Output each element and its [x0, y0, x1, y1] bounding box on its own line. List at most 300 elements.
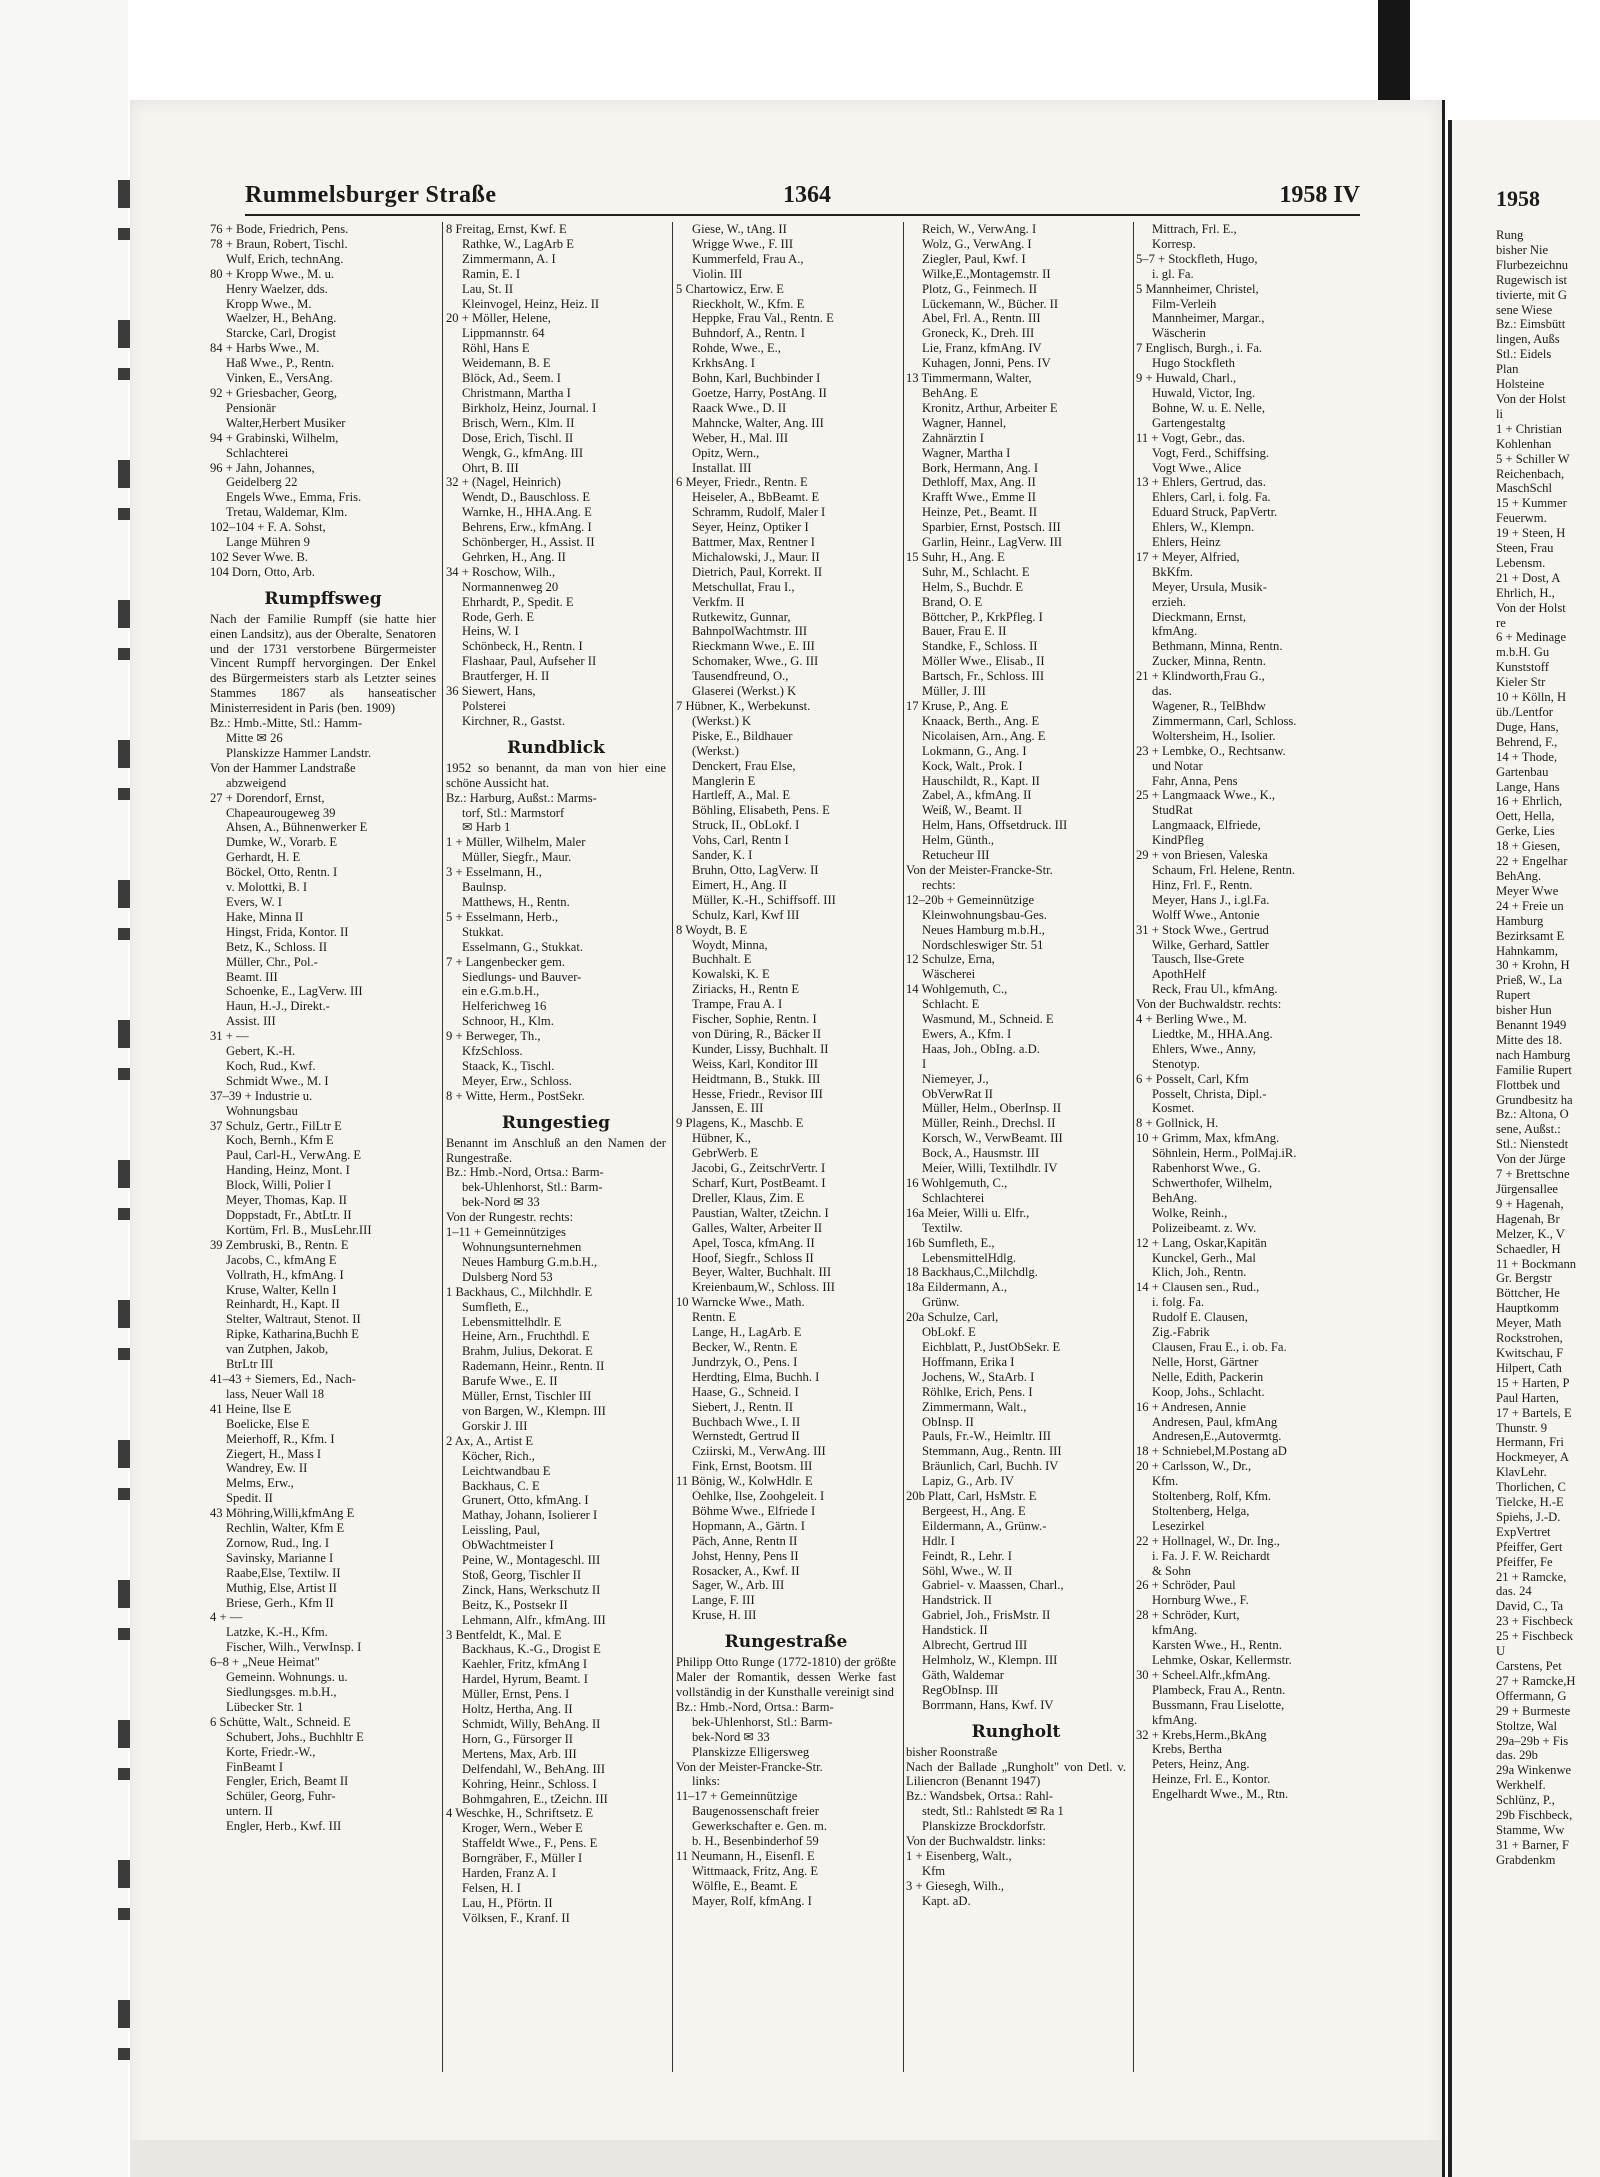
- directory-entry-continued: Becker, W., Rentn. E: [692, 1339, 798, 1354]
- directory-entry-continued: Böckel, Otto, Rentn. I: [226, 865, 338, 880]
- next-page-line: Rockstrohen,: [1496, 1331, 1563, 1346]
- directory-entry-continued: Meier, Willi, Textilhdlr. IV: [922, 1161, 1058, 1176]
- next-page-line: Schaedler, H: [1496, 1241, 1561, 1256]
- directory-entry: 5 + Esselmann, Herb.,: [446, 909, 559, 924]
- directory-entry-continued: Korresp.: [1152, 236, 1196, 251]
- next-page-line: Grundbesitz ha: [1496, 1092, 1573, 1107]
- directory-entry-continued: Scharf, Kurt, PostBeamt. I: [692, 1176, 826, 1190]
- directory-entry-continued: Zimmermann, Walt.,: [922, 1399, 1027, 1414]
- next-page-line: Lebensm.: [1496, 555, 1546, 570]
- directory-entry: 43 Möhring,Willi,kfmAng E: [210, 1506, 355, 1521]
- next-page-line: 6 + Medinage: [1496, 630, 1567, 645]
- directory-entry-continued: Baulnsp.: [462, 880, 507, 895]
- directory-entry: 8 Woydt, B. E: [676, 922, 748, 937]
- directory-entry: 10 Warncke Wwe., Math.: [676, 1295, 805, 1310]
- directory-entry-continued: Heins, W. I: [462, 624, 519, 639]
- directory-entry-continued: Grunert, Otto, kfmAng. I: [462, 1493, 589, 1508]
- directory-entry-continued: bek-Uhlenhorst, Stl.: Barm-: [462, 1180, 603, 1195]
- directory-entry-continued: Manglerin E: [692, 773, 756, 788]
- next-page-line: 24 + Freie un: [1496, 898, 1564, 913]
- directory-entry-continued: Ziegler, Paul, Kwf. I: [922, 251, 1026, 266]
- directory-entry-continued: BkKfm.: [1152, 564, 1193, 579]
- page-header: [245, 182, 1360, 216]
- directory-entry-continued: Lückemann, W., Bücher. II: [922, 296, 1059, 311]
- directory-entry-continued: Mayer, Rolf, kfmAng. I: [692, 1893, 812, 1908]
- directory-entry-continued: Söhl, Wwe., W. II: [922, 1563, 1013, 1578]
- directory-entry-continued: Vogt, Ferd., Schiffsing.: [1152, 445, 1270, 460]
- directory-entry-continued: Stoltenberg, Rolf, Kfm.: [1152, 1489, 1272, 1504]
- directory-entry-continued: Brautferger, H. II: [462, 669, 550, 684]
- directory-entry-continued: Bussmann, Frau Liselotte,: [1152, 1697, 1285, 1712]
- next-page-line: Rupert: [1496, 988, 1531, 1003]
- next-page-line: KlavLehr.: [1496, 1465, 1547, 1480]
- directory-entry-continued: Meierhoff, R., Kfm. I: [226, 1431, 335, 1446]
- directory-entry: 92 + Griesbacher, Georg,: [210, 385, 338, 400]
- next-page-line: Schlünz, P.,: [1496, 1793, 1555, 1808]
- directory-entry-continued: Albrecht, Gertrud III: [922, 1638, 1028, 1653]
- directory-entry-continued: Kruse, H. III: [692, 1608, 757, 1623]
- directory-entry-continued: Gorskir J. III: [462, 1418, 528, 1433]
- next-page-line: Hockmeyer, A: [1496, 1450, 1569, 1465]
- next-page-line: 31 + Barner, F: [1496, 1837, 1570, 1852]
- directory-entry-continued: Ewers, A., Kfm. I: [922, 1026, 1012, 1041]
- next-page-line: 27 + Ramcke,H: [1496, 1673, 1576, 1688]
- next-page-line: Lange, Hans: [1496, 779, 1560, 794]
- next-page-line: bisher Hun: [1496, 1003, 1552, 1018]
- next-page-line: 7 + Brettschne: [1496, 1167, 1570, 1182]
- directory-entry: 23 + Lembke, O., Rechtsanw.: [1136, 743, 1286, 758]
- directory-entry-continued: Zimmermann, A. I: [462, 251, 556, 266]
- next-page-line: 21 + Dost, A: [1496, 570, 1561, 585]
- directory-entry: 9 Plagens, K., Maschb. E: [676, 1116, 804, 1131]
- directory-entry-continued: BehAng. E: [922, 385, 978, 400]
- directory-entry-continued: BtrLtr III: [226, 1357, 274, 1372]
- directory-entry: 12 Schulze, Erna,: [906, 952, 995, 967]
- directory-entry-continued: Wendt, D., Bauschloss. E: [462, 490, 591, 505]
- next-page-line: 19 + Steen, H: [1496, 526, 1566, 541]
- directory-entry: Von der Meister-Francke-Str.: [906, 862, 1053, 877]
- directory-entry-continued: Tausendfreund, O.,: [692, 669, 789, 684]
- directory-entry: 8 + Gollnick, H.: [1136, 1116, 1219, 1131]
- directory-entry-continued: Bräunlich, Carl, Buchh. IV: [922, 1459, 1059, 1474]
- directory-entry-continued: Huwald, Victor, Ing.: [1152, 385, 1256, 400]
- next-page-line: BehAng.: [1496, 868, 1542, 883]
- directory-entry: 5–7 + Stockfleth, Hugo,: [1136, 251, 1258, 266]
- directory-entry-continued: Dreller, Klaus, Zim. E: [692, 1190, 805, 1205]
- directory-entry-continued: Hesse, Friedr., Revisor III: [692, 1086, 823, 1101]
- directory-entry: 30 + Scheel.Alfr.,kfmAng.: [1136, 1667, 1271, 1682]
- directory-entry-continued: Doppstadt, Fr., AbtLtr. II: [226, 1208, 352, 1222]
- directory-entry-continued: Bartsch, Fr., Schloss. III: [922, 669, 1045, 684]
- directory-entry-continued: Lapiz, G., Arb. IV: [922, 1474, 1014, 1489]
- directory-entry-continued: Kroger, Wern., Weber E: [462, 1821, 583, 1836]
- directory-entry-continued: i. folg. Fa.: [1152, 1295, 1205, 1310]
- next-page-lines: [1496, 228, 1600, 1868]
- directory-entry-continued: Eichblatt, P., JustObSekr. E: [922, 1339, 1061, 1354]
- directory-entry-continued: Schönberger, H., Assist. II: [462, 535, 595, 550]
- directory-entry-continued: Wasmund, M., Schneid. E: [922, 1012, 1054, 1027]
- directory-entry-continued: Hugo Stockfleth: [1152, 356, 1235, 371]
- next-page-line: 29 + Burmeste: [1496, 1703, 1571, 1718]
- directory-entry-continued: ObVerwRat II: [922, 1086, 993, 1101]
- directory-entry-continued: Buchhalt. E: [692, 952, 752, 967]
- directory-entry-continued: kfmAng.: [1152, 624, 1198, 639]
- directory-entry-continued: Barufe Wwe., E. II: [462, 1374, 558, 1389]
- directory-entry-continued: Esselmann, G., Stukkat.: [462, 939, 584, 954]
- directory-entry-continued: Spedit. II: [226, 1491, 273, 1506]
- directory-entry-continued: Gemeinn. Wohnungs. u.: [226, 1670, 348, 1685]
- directory-entry-continued: Andresen,E.,Autovermtg.: [1152, 1429, 1282, 1444]
- next-page-line: 29a–29b + Fis: [1496, 1733, 1569, 1748]
- directory-entry-continued: Kowalski, K. E: [692, 967, 770, 982]
- directory-entry-continued: ObLokf. E: [922, 1325, 976, 1340]
- directory-entry-continued: Ohrt, B. III: [462, 460, 519, 475]
- next-page-line: m.b.H. Gu: [1496, 645, 1550, 660]
- directory-entry-continued: Fahr, Anna, Pens: [1152, 773, 1238, 788]
- directory-entry-continued: Paustian, Walter, tZeichn. I: [692, 1205, 829, 1220]
- next-page-line: re: [1496, 615, 1506, 630]
- directory-entry: 7 Hübner, K., Werbekunst.: [676, 699, 811, 713]
- directory-entry: 4 Weschke, H., Schriftsetz. E: [446, 1806, 594, 1821]
- directory-entry-continued: Textilw.: [922, 1220, 963, 1235]
- directory-entry: 18a Eildermann, A.,: [906, 1280, 1008, 1295]
- directory-entry-continued: Ehlers, Carl, i. folg. Fa.: [1152, 490, 1271, 505]
- directory-entry-continued: Kronitz, Arthur, Arbeiter E: [922, 400, 1058, 415]
- directory-entry: 84 + Harbs Wwe., M.: [210, 341, 320, 356]
- directory-entry-continued: Jochens, W., StaArb. I: [922, 1369, 1035, 1384]
- next-page-line: Von der Jürge: [1496, 1152, 1566, 1167]
- directory-entry-continued: Müller, Chr., Pol.-: [226, 954, 318, 969]
- next-page-line: 21 + Ramcke,: [1496, 1569, 1567, 1584]
- directory-entry-continued: Meyer, Ursula, Musik-: [1152, 579, 1267, 594]
- street-description: Nach der Ballade „Rungholt" von Detl. v. Liliencron (Benannt 1947): [906, 1759, 1126, 1789]
- directory-entry-continued: Wagner, Martha I: [922, 445, 1011, 460]
- directory-entry: 14 Wohlgemuth, C.,: [906, 982, 1008, 997]
- column-divider: [903, 222, 904, 2072]
- directory-entry-continued: Heinze, Pet., Beamt. II: [922, 505, 1038, 520]
- directory-entry-continued: Beamt. III: [226, 969, 278, 984]
- directory-entry-continued: Müller, Ernst, Tischler III: [462, 1389, 592, 1404]
- directory-entry-continued: Schlachterei: [226, 445, 289, 460]
- directory-entry: 13 Timmermann, Walter,: [906, 371, 1032, 386]
- directory-entry-continued: Film-Verleih: [1152, 296, 1217, 311]
- directory-entry-continued: Polsterei: [462, 699, 507, 713]
- directory-entry: 34 + Roschow, Wilh.,: [446, 564, 556, 579]
- directory-entry-continued: Lokmann, G., Ang. I: [922, 743, 1027, 758]
- directory-entry-continued: Delfendahl, W., BehAng. III: [462, 1761, 606, 1776]
- directory-entry-continued: Rechlin, Walter, Kfm E: [226, 1521, 345, 1536]
- directory-entry-continued: Andresen, Paul, kfmAng: [1152, 1414, 1278, 1429]
- directory-entry-continued: Hinz, Frl. F., Rentn.: [1152, 877, 1253, 892]
- directory-entry-continued: Engels Wwe., Emma, Fris.: [226, 490, 362, 505]
- next-page-line: Kieler Str: [1496, 675, 1546, 690]
- directory-column-4: [906, 222, 1126, 2082]
- directory-entry-continued: Clausen, Frau E., i. ob. Fa.: [1152, 1339, 1287, 1354]
- directory-entry-continued: Fischer, Sophie, Rentn. I: [692, 1012, 817, 1027]
- directory-entry-continued: Weiss, Karl, Konditor III: [692, 1056, 818, 1071]
- directory-entry-continued: Weber, H., Mal. III: [692, 430, 789, 445]
- column-divider: [672, 222, 673, 2072]
- directory-entry-continued: Normannenweg 20: [462, 579, 559, 594]
- directory-entry-continued: Schnoor, H., Klm.: [462, 1014, 554, 1029]
- directory-entry-continued: Trampe, Frau A. I: [692, 997, 783, 1012]
- directory-entry: 22 + Hollnagel, W., Dr. Ing.,: [1136, 1533, 1280, 1548]
- next-page-line: Stamme, Ww: [1496, 1822, 1565, 1837]
- directory-entry-continued: Evers, W. I: [226, 894, 282, 909]
- directory-entry-continued: Horn, G., Fürsorger II: [462, 1731, 573, 1746]
- next-page-line: Rung: [1496, 228, 1524, 242]
- directory-entry-continued: Möller Wwe., Elisab., II: [922, 654, 1045, 669]
- next-page-line: Benannt 1949: [1496, 1018, 1567, 1033]
- directory-entry-continued: Waelzer, H., BehAng.: [226, 311, 337, 326]
- directory-entry-continued: Gehrken, H., Ang. II: [462, 549, 566, 564]
- directory-entry-continued: Holtz, Hertha, Ang. II: [462, 1702, 573, 1717]
- directory-entry-continued: Peters, Heinz, Ang.: [1152, 1757, 1250, 1772]
- next-page-line: das. 29b: [1496, 1748, 1538, 1763]
- next-page-line: 23 + Fischbeck: [1496, 1614, 1574, 1629]
- directory-entry-continued: Stoltenberg, Helga,: [1152, 1503, 1250, 1518]
- next-page-line: Bz.: Altona, O: [1496, 1107, 1569, 1122]
- directory-entry-continued: Matthews, H., Rentn.: [462, 894, 570, 909]
- directory-entry-continued: KrkhsAng. I: [692, 356, 755, 371]
- next-page-line: Carstens, Pet: [1496, 1659, 1562, 1673]
- directory-entry-continued: Rode, Gerh. E: [462, 609, 535, 624]
- directory-entry-continued: Stoß, Georg, Tischler II: [462, 1567, 582, 1582]
- directory-entry-continued: erzieh.: [1152, 594, 1186, 609]
- next-page-line: Hamburg: [1496, 913, 1544, 928]
- directory-entry-continued: Helmholz, W., Klempn. III: [922, 1653, 1058, 1667]
- directory-entry-continued: Rentn. E: [692, 1310, 737, 1325]
- next-page-line: Kwitschau, F: [1496, 1345, 1564, 1360]
- directory-entry: 36 Siewert, Hans,: [446, 684, 536, 699]
- directory-entry: 18 Backhaus,C.,Milchdlg.: [906, 1265, 1038, 1280]
- directory-entry-continued: Cziirski, M., VerwAng. III: [692, 1444, 826, 1459]
- directory-entry-continued: Dulsberg Nord 53: [462, 1269, 553, 1284]
- directory-entry-continued: Backhaus, K.-G., Drogist E: [462, 1642, 601, 1657]
- directory-entry-continued: Walter,Herbert Musiker: [226, 415, 346, 430]
- directory-entry-continued: Felsen, H. I: [462, 1880, 521, 1895]
- next-page-line: Meyer, Math: [1496, 1316, 1562, 1331]
- directory-entry-continued: Hopmann, A., Gärtn. I: [692, 1518, 805, 1533]
- directory-entry-continued: Lehmann, Alfr., kfmAng. III: [462, 1612, 606, 1627]
- directory-entry: 16a Meier, Willi u. Elfr.,: [906, 1205, 1030, 1220]
- directory-entry-continued: Schlacht. E: [922, 997, 980, 1012]
- directory-entry-continued: Koch, Bernh., Kfm E: [226, 1133, 334, 1148]
- directory-entry: 7 Englisch, Burgh., i. Fa.: [1136, 341, 1263, 356]
- directory-entry-continued: Zabel, A., kfmAng. II: [922, 788, 1032, 803]
- directory-entry-continued: Pauls, Fr.-W., Heimltr. III: [922, 1429, 1051, 1444]
- street-heading: Rungestieg: [501, 1112, 611, 1133]
- directory-entry-continued: Handstrick. II: [922, 1593, 992, 1608]
- directory-entry-continued: Wohnungsbau: [226, 1103, 298, 1118]
- directory-entry-continued: Nelle, Horst, Gärtner: [1152, 1354, 1259, 1369]
- directory-entry: Bz.: Wandsbek, Ortsa.: Rahl-: [906, 1789, 1054, 1804]
- directory-entry-continued: Wagner, Hannel,: [922, 415, 1007, 430]
- directory-entry-continued: Bohmgahren, E., tZeichn. III: [462, 1791, 608, 1806]
- directory-entry-continued: Lange, H., LagArb. E: [692, 1325, 802, 1340]
- directory-entry-continued: Kosmet.: [1152, 1101, 1195, 1116]
- next-page-line: 15 + Harten, P: [1496, 1375, 1570, 1390]
- directory-entry: 32 + Krebs,Herm.,BkAng: [1136, 1727, 1267, 1742]
- directory-column-5: [1136, 222, 1356, 2082]
- directory-entry-continued: Dose, Erich, Tischl. II: [462, 430, 574, 445]
- directory-entry-continued: Kohring, Heinr., Schloss. I: [462, 1776, 597, 1791]
- directory-entry-continued: Dietrich, Paul, Korrekt. II: [692, 564, 823, 579]
- directory-entry-continued: Gartengestaltg: [1152, 415, 1226, 430]
- directory-entry-continued: Retucheur III: [922, 848, 990, 863]
- directory-entry-continued: Müller, Ernst, Pens. I: [462, 1687, 570, 1702]
- next-page-line: Grabdenkm: [1496, 1852, 1556, 1867]
- directory-entry-continued: Köcher, Rich.,: [462, 1448, 535, 1463]
- directory-entry-continued: Heinze, Frl. E., Kontor.: [1152, 1772, 1271, 1787]
- directory-entry-continued: Karsten Wwe., H., Rentn.: [1152, 1638, 1282, 1653]
- directory-entry-continued: Plambeck, Frau A., Rentn.: [1152, 1682, 1286, 1697]
- street-description: Philipp Otto Runge (1772-1810) der größte Maler der Romantik, dessen Werke fast vollständig in der Kunsthalle vereinigt sind: [676, 1655, 896, 1699]
- next-page-column: [1496, 182, 1600, 1868]
- next-page-line: Thunstr. 9: [1496, 1420, 1548, 1435]
- directory-entry: Bz.: Hmb.-Nord, Ortsa.: Barm-: [446, 1165, 604, 1180]
- directory-entry: 13 + Ehlers, Gertrud, das.: [1136, 475, 1266, 490]
- directory-entry-continued: Paul, Carl-H., VerwAng. E: [226, 1148, 362, 1163]
- directory-entry-continued: Ehlers, Wwe., Anny,: [1152, 1041, 1256, 1056]
- directory-entry-continued: StudRat: [1152, 803, 1193, 818]
- directory-entry-continued: Borrmann, Hans, Kwf. IV: [922, 1697, 1054, 1712]
- directory-entry-continued: van Zutphen, Jakob,: [226, 1342, 329, 1357]
- next-page-line: Werkhelf.: [1496, 1778, 1546, 1793]
- directory-column-1: [210, 222, 436, 2082]
- page-bottom-edge: [130, 2140, 1442, 2177]
- directory-entry: 12 + Lang, Oskar,Kapitän: [1136, 1235, 1267, 1250]
- directory-entry-continued: Metschullat, Frau I.,: [692, 579, 795, 594]
- next-page-line: Hermann, Fri: [1496, 1435, 1564, 1450]
- directory-entry-continued: Lie, Franz, kfmAng. IV: [922, 341, 1042, 356]
- directory-entry-continued: Wölfle, E., Beamt. E: [692, 1878, 798, 1893]
- column-divider: [442, 222, 443, 2072]
- directory-entry-continued: Lange Mühren 9: [226, 535, 310, 550]
- directory-entry-continued: lass, Neuer Wall 18: [226, 1386, 325, 1401]
- directory-entry-continued: Tretau, Waldemar, Klm.: [226, 505, 348, 520]
- directory-entry-continued: Fischer, Wilh., VerwInsp. I: [226, 1640, 362, 1655]
- next-page-line: 25 + Fischbeck: [1496, 1629, 1574, 1644]
- directory-entry-continued: Janssen, E. III: [692, 1101, 764, 1116]
- next-page-line: Flottbek und: [1496, 1077, 1561, 1092]
- next-page-line: Reichenbach,: [1496, 466, 1565, 481]
- directory-entry-continued: Mahncke, Walter, Ang. III: [692, 415, 824, 430]
- directory-entry: 39 Zembruski, B., Rentn. E: [210, 1237, 349, 1252]
- directory-entry-continued: Korsch, W., VerwBeamt. III: [922, 1131, 1063, 1146]
- directory-entry: 17 Kruse, P., Ang. E: [906, 699, 1009, 713]
- directory-entry-continued: KfzSchloss.: [462, 1044, 523, 1059]
- directory-entry: 20b Platt, Carl, HsMstr. E: [906, 1489, 1037, 1504]
- directory-entry-continued: Röhlke, Erich, Pens. I: [922, 1384, 1033, 1399]
- directory-entry: 4 + Berling Wwe., M.: [1136, 1012, 1247, 1027]
- directory-entry-continued: Hornburg Wwe., F.: [1152, 1593, 1249, 1608]
- directory-entry-continued: Blöck, Ad., Seem. I: [462, 371, 561, 386]
- directory-entry-continued: links:: [692, 1774, 720, 1789]
- directory-entry-continued: Seyer, Heinz, Optiker I: [692, 520, 809, 535]
- directory-entry-continued: Mitte ✉ 26: [226, 731, 283, 745]
- directory-entry-continued: von Bargen, W., Klempn. III: [462, 1403, 606, 1418]
- directory-entry: 1–11 + Gemeinnütziges: [446, 1225, 566, 1240]
- next-page-line: tivierte, mit G: [1496, 287, 1567, 302]
- directory-entry-continued: Wittmaack, Fritz, Ang. E: [692, 1863, 819, 1878]
- directory-entry-continued: Beyer, Walter, Buchhalt. III: [692, 1265, 832, 1280]
- directory-entry: 6 Meyer, Friedr., Rentn. E: [676, 475, 808, 490]
- next-page-line: Pfeiffer, Gert: [1496, 1539, 1563, 1554]
- directory-entry-continued: Zahnärztin I: [922, 430, 984, 445]
- next-page-line: 16 + Ehrlich,: [1496, 794, 1563, 809]
- next-page-line: 15 + Kummer: [1496, 496, 1567, 511]
- directory-entry-continued: Kunckel, Gerh., Mal: [1152, 1250, 1256, 1265]
- directory-entry-continued: Helm, Günth.,: [922, 833, 995, 848]
- directory-entry-continued: Wandrey, Ew. II: [226, 1461, 308, 1476]
- directory-entry-continued: ✉ Harb 1: [462, 820, 511, 835]
- directory-entry-continued: Bruhn, Otto, LagVerw. II: [692, 862, 819, 877]
- directory-entry-continued: Haas, Joh., ObIng. a.D.: [922, 1041, 1040, 1056]
- directory-entry: 37 Schulz, Gertr., FilLtr E: [210, 1118, 342, 1133]
- next-page-line: Von der Holst: [1496, 391, 1566, 406]
- directory-entry: 11 + Vogt, Gebr., das.: [1136, 430, 1246, 445]
- next-page-line: Hagenah, Br: [1496, 1211, 1560, 1226]
- directory-entry-continued: Böhling, Elisabeth, Pens. E: [692, 803, 830, 818]
- directory-entry-continued: Peine, W., Montageschl. III: [462, 1553, 601, 1568]
- directory-entry-continued: Tausch, Ilse-Grete: [1152, 952, 1245, 967]
- directory-entry-continued: Staffeldt Wwe., F., Pens. E: [462, 1836, 598, 1851]
- directory-entry: Bz.: Harburg, Außst.: Marms-: [446, 790, 597, 805]
- directory-entry-continued: Bork, Hermann, Ang. I: [922, 460, 1039, 475]
- header-rule: [245, 214, 1360, 216]
- directory-entry-continued: Heine, Arn., Fruchthdl. E: [462, 1329, 590, 1344]
- directory-entry-continued: Wrigge Wwe., F. III: [692, 236, 794, 251]
- directory-entry-continued: Weidemann, B. E: [462, 356, 551, 371]
- directory-entry-continued: bek-Uhlenhorst, Stl.: Barm-: [692, 1714, 833, 1729]
- directory-entry-continued: Stelter, Waltraut, Stenot. II: [226, 1312, 361, 1327]
- directory-entry-continued: Garlin, Heinr., LagVerw. III: [922, 535, 1063, 550]
- next-page-line: Bz.: Eimsbütt: [1496, 317, 1566, 332]
- street-heading: Rungholt: [971, 1721, 1061, 1742]
- directory-entry-continued: Reich, W., VerwAng. I: [922, 222, 1037, 236]
- directory-entry-continued: Kfm.: [1152, 1474, 1179, 1489]
- street-heading: Rundblick: [507, 737, 605, 758]
- directory-entry-continued: Wulf, Erich, technAng.: [226, 251, 344, 266]
- next-page-line: 5 + Schiller W: [1496, 451, 1570, 466]
- directory-entry-continued: Leissling, Paul,: [462, 1523, 541, 1538]
- directory-entry-continued: Buchbach Wwe., I. II: [692, 1414, 801, 1429]
- directory-entry: Bz.: Hmb.-Mitte, Stl.: Hamm-: [210, 716, 363, 731]
- next-page-line: 29a Winkenwe: [1496, 1763, 1572, 1778]
- directory-entry: 5 Mannheimer, Christel,: [1136, 281, 1259, 296]
- directory-entry-continued: Kirchner, R., Gastst.: [462, 713, 566, 728]
- directory-entry-continued: Kunder, Lissy, Buchhalt. II: [692, 1041, 829, 1056]
- directory-entry: 8 Freitag, Ernst, Kwf. E: [446, 222, 567, 236]
- directory-entry-continued: ObWachtmeister I: [462, 1538, 554, 1553]
- next-page-line: Plan: [1496, 362, 1519, 377]
- next-page-line: 29b Fischbeck,: [1496, 1808, 1573, 1823]
- directory-entry-continued: Bock, A., Hausmstr. III: [922, 1146, 1040, 1161]
- next-page-line: Tielcke, H.-E: [1496, 1495, 1564, 1510]
- directory-entry-continued: Violin. III: [692, 266, 743, 281]
- directory-entry-continued: Müller, Reinh., Drechsl. II: [922, 1116, 1056, 1131]
- directory-entry-continued: Raabe,Else, Textilw. II: [226, 1565, 341, 1580]
- directory-entry: 29 + von Briesen, Valeska: [1136, 848, 1268, 863]
- directory-entry-continued: Lesezirkel: [1152, 1518, 1205, 1533]
- directory-entry: Von der Rungestr. rechts:: [446, 1210, 574, 1225]
- next-page-line: Spiehs, J.-D.: [1496, 1509, 1561, 1524]
- header-page-number: 1364: [783, 182, 831, 208]
- directory-entry-continued: Klich, Joh., Rentn.: [1152, 1265, 1247, 1280]
- directory-entry-continued: stedt, Stl.: Rahlstedt ✉ Ra 1: [922, 1804, 1064, 1819]
- directory-entry-continued: Müller, K.-H., Schiffsoff. III: [692, 892, 836, 907]
